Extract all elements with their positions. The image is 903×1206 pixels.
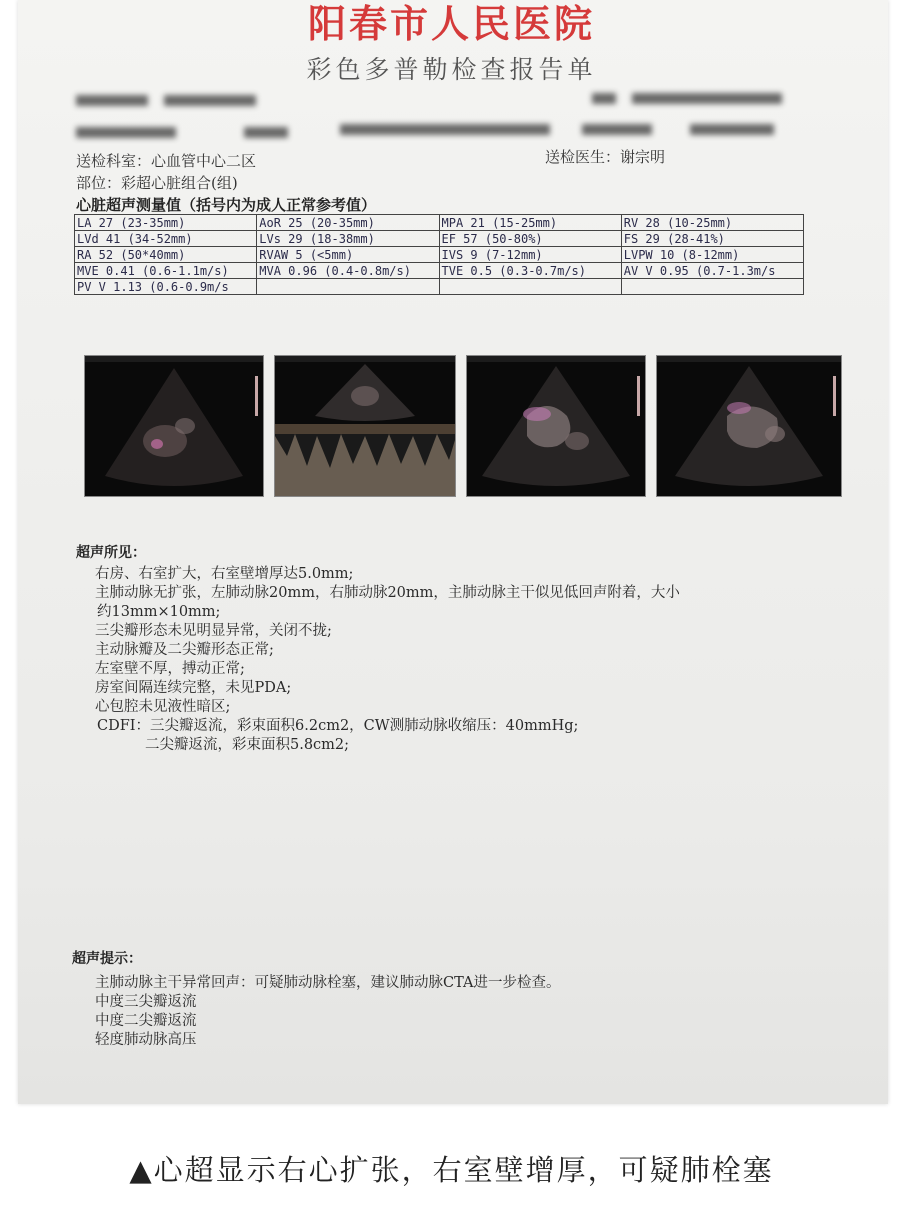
- conclusion-line: 中度三尖瓣返流: [95, 994, 197, 1010]
- hospital-name: 阳春市人民医院: [307, 1, 595, 46]
- table-cell: LA 27 (23-35mm): [75, 215, 257, 231]
- conclusion-title: 超声提示：: [72, 951, 142, 967]
- redacted-patient-info: [340, 124, 550, 135]
- measurements-table: [74, 214, 804, 295]
- ultrasound-image-1: [84, 355, 264, 497]
- conclusion-text: [95, 974, 815, 1050]
- ultrasound-image-3: [466, 355, 646, 497]
- conclusion-line: 主肺动脉主干异常回声：可疑肺动脉栓塞，建议肺动脉CTA进一步检查。: [95, 975, 561, 991]
- redacted-patient-info: [244, 127, 288, 138]
- redacted-patient-info: [76, 127, 176, 138]
- findings-line: 右房、右室扩大，右室壁增厚达5.0mm;: [95, 566, 354, 582]
- table-cell: MVA 0.96 (0.4-0.8m/s): [257, 263, 439, 279]
- table-cell: [257, 279, 439, 295]
- ultrasound-image-2: [274, 355, 456, 497]
- table-row: [75, 215, 804, 231]
- findings-line: 主肺动脉无扩张，左肺动脉20mm，右肺动脉20mm，主肺动脉主干似见低回声附着，大小: [95, 585, 680, 601]
- table-row: [75, 247, 804, 263]
- conclusion-line: 中度二尖瓣返流: [95, 1013, 197, 1029]
- table-row: [75, 279, 804, 295]
- findings-line: 二尖瓣返流，彩束面积5.8cm2;: [145, 737, 350, 753]
- table-cell: LVPW 10 (8-12mm): [621, 247, 803, 263]
- ultrasound-image-4: [656, 355, 842, 497]
- table-cell: AoR 25 (20-35mm): [257, 215, 439, 231]
- table-cell: IVS 9 (7-12mm): [439, 247, 621, 263]
- redacted-patient-info: [690, 124, 774, 135]
- table-cell: PV V 1.13 (0.6-0.9m/s: [75, 279, 257, 295]
- table-cell: TVE 0.5 (0.3-0.7m/s): [439, 263, 621, 279]
- doctor-label: 送检医生：谢宗明: [545, 148, 666, 166]
- table-cell: [621, 279, 803, 295]
- table-cell: [439, 279, 621, 295]
- findings-line: CDFI：三尖瓣返流，彩束面积6.2cm2，CW测肺动脉收缩压：40mmHg;: [97, 718, 579, 734]
- image-caption: ▲心超显示右心扩张，右室壁增厚，可疑肺栓塞: [129, 1153, 774, 1187]
- table-cell: AV V 0.95 (0.7-1.3m/s: [621, 263, 803, 279]
- findings-line: 三尖瓣形态未见明显异常，关闭不拢;: [95, 623, 332, 639]
- findings-text: [95, 565, 835, 755]
- measurements-title: 心脏超声测量值（括号内为成人正常参考值）: [76, 196, 377, 214]
- table-cell: LVs 29 (18-38mm): [257, 231, 439, 247]
- findings-line: 主动脉瓣及二尖瓣形态正常;: [95, 642, 274, 658]
- findings-line: 左室壁不厚，搏动正常;: [95, 661, 245, 677]
- redacted-patient-info: [632, 93, 782, 104]
- table-cell: RV 28 (10-25mm): [621, 215, 803, 231]
- report-title: 彩色多普勒检查报告单: [306, 55, 597, 84]
- redacted-patient-info: [582, 124, 652, 135]
- table-cell: RA 52 (50*40mm): [75, 247, 257, 263]
- table-cell: LVd 41 (34-52mm): [75, 231, 257, 247]
- findings-title: 超声所见：: [76, 545, 146, 561]
- findings-line: 心包腔未见液性暗区;: [95, 699, 231, 715]
- redacted-patient-info: [164, 95, 256, 106]
- department-label: 送检科室：心血管中心二区: [76, 152, 257, 170]
- table-cell: EF 57 (50-80%): [439, 231, 621, 247]
- table-row: [75, 231, 804, 247]
- findings-line: 房室间隔连续完整，未见PDA;: [95, 680, 292, 696]
- exam-site-label: 部位：彩超心脏组合(组): [76, 174, 238, 192]
- conclusion-line: 轻度肺动脉高压: [95, 1032, 197, 1048]
- findings-line: 约13mm×10mm;: [97, 604, 221, 620]
- table-cell: FS 29 (28-41%): [621, 231, 803, 247]
- redacted-patient-info: [592, 93, 616, 104]
- table-row: [75, 263, 804, 279]
- table-cell: MVE 0.41 (0.6-1.1m/s): [75, 263, 257, 279]
- redacted-patient-info: [76, 95, 148, 106]
- table-cell: MPA 21 (15-25mm): [439, 215, 621, 231]
- table-cell: RVAW 5 (<5mm): [257, 247, 439, 263]
